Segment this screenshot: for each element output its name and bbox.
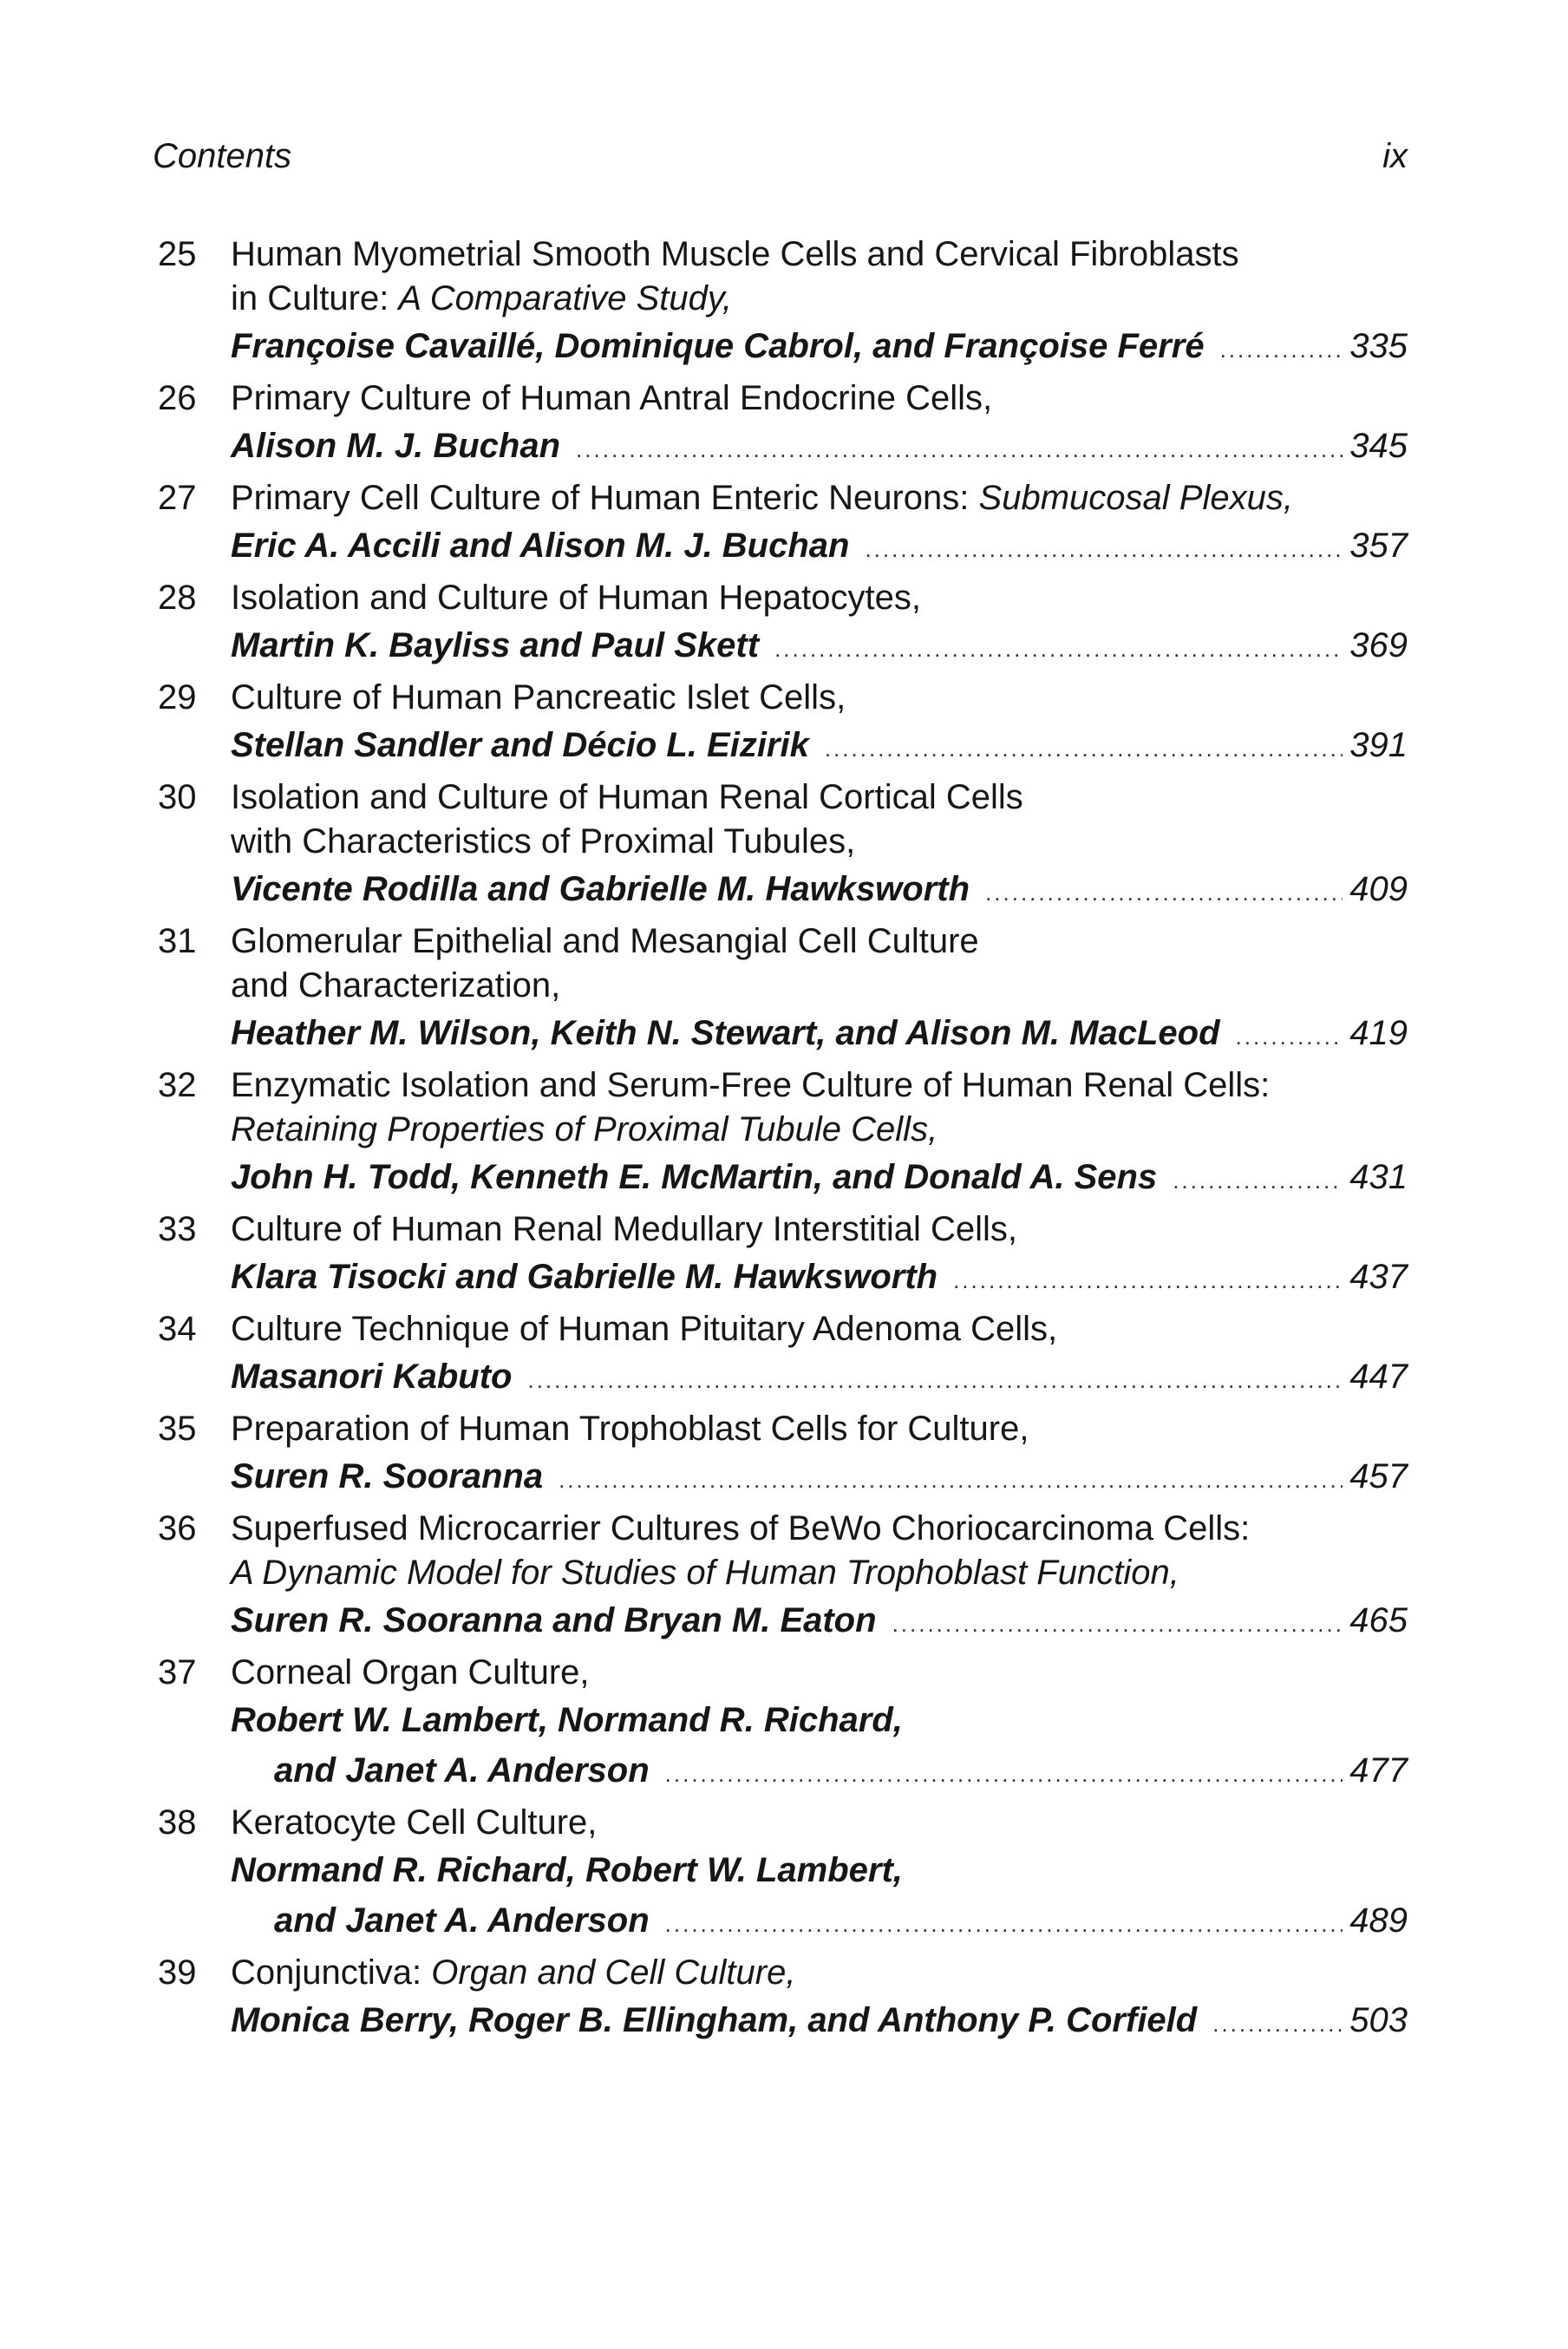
dot-leader xyxy=(576,424,1343,474)
author-line xyxy=(231,1995,1408,2045)
chapter-authors: Monica Berry, Roger B. Ellingham, and Anthony P. Corfield xyxy=(231,2001,1198,2039)
chapter-authors: Françoise Cavaillé, Dominique Cabrol, and Françoise Ferré xyxy=(231,327,1205,365)
chapter-title-text: Glomerular Epithelial and Mesangial Cell Culture xyxy=(231,922,979,960)
page-number: 489 xyxy=(1349,1901,1408,1940)
chapter-authors: Stellan Sandler and Décio L. Eizirik xyxy=(231,726,809,764)
page-number: 335 xyxy=(1349,327,1408,365)
dot-leader xyxy=(665,1749,1343,1799)
chapter-number: 26 xyxy=(158,379,197,417)
author-line xyxy=(231,1351,1408,1402)
chapter-authors: Suren R. Sooranna and Bryan M. Eaton xyxy=(231,1601,877,1639)
toc-entry xyxy=(153,232,1408,371)
chapter-number: 33 xyxy=(158,1210,197,1248)
page-number: 465 xyxy=(1349,1601,1408,1639)
chapter-authors: Eric A. Accili and Alison M. J. Buchan xyxy=(231,527,850,565)
dot-leader xyxy=(825,723,1343,774)
page-number: 431 xyxy=(1349,1158,1408,1196)
chapter-title-line xyxy=(231,919,1408,964)
chapter-title-line xyxy=(231,576,1408,620)
page-number: 369 xyxy=(1349,626,1408,664)
author-line xyxy=(231,520,1408,571)
toc-entry xyxy=(153,1801,1408,1946)
chapter-number: 30 xyxy=(158,778,197,816)
toc-entry-body xyxy=(231,919,1408,1058)
chapter-title-text: Human Myometrial Smooth Muscle Cells and Cervical Fibroblasts xyxy=(231,235,1239,273)
chapter-title-line xyxy=(231,1801,1408,1845)
chapter-title-text: Corneal Organ Culture, xyxy=(231,1653,590,1691)
dot-leader xyxy=(1220,324,1343,375)
chapter-title-text: with Characteristics of Proximal Tubules, xyxy=(231,822,856,860)
table-of-contents xyxy=(153,232,1408,2051)
dot-leader xyxy=(892,1599,1343,1649)
author-line xyxy=(231,1745,1408,1796)
chapter-number: 39 xyxy=(158,1953,197,1992)
chapter-title-line xyxy=(231,1407,1408,1451)
chapter-title-line xyxy=(231,1108,1408,1152)
toc-entry xyxy=(153,1207,1408,1302)
dot-leader xyxy=(953,1255,1343,1305)
toc-entry-body xyxy=(231,775,1408,914)
page-number: 409 xyxy=(1349,870,1408,908)
dot-leader xyxy=(1212,1999,1343,2049)
toc-entry-body xyxy=(231,1951,1408,2045)
chapter-title-line xyxy=(231,1951,1408,1995)
page-number: 457 xyxy=(1349,1457,1408,1495)
chapter-title-line xyxy=(231,232,1408,277)
chapter-number: 36 xyxy=(158,1509,197,1547)
chapter-number: 32 xyxy=(158,1066,197,1104)
chapter-authors: John H. Todd, Kenneth E. McMartin, and Donald A. Sens xyxy=(231,1158,1158,1196)
page-number: 357 xyxy=(1349,527,1408,565)
chapter-authors: and Janet A. Anderson xyxy=(274,1901,650,1940)
toc-entry-body xyxy=(231,376,1408,471)
chapter-subtitle-text: Retaining Properties of Proximal Tubule Cells, xyxy=(231,1110,938,1148)
chapter-number: 29 xyxy=(158,678,197,716)
chapter-number: 25 xyxy=(158,235,197,273)
chapter-title-line xyxy=(231,775,1408,820)
toc-entry-body xyxy=(231,1507,1408,1646)
chapter-title-line xyxy=(231,1307,1408,1351)
dot-leader xyxy=(865,524,1343,574)
author-line xyxy=(231,1008,1408,1058)
toc-entry xyxy=(153,775,1408,914)
chapter-subtitle-text: A Comparative Study, xyxy=(398,279,733,317)
toc-entry-body xyxy=(231,1651,1408,1796)
chapter-title-text: Keratocyte Cell Culture, xyxy=(231,1803,598,1842)
toc-entry xyxy=(153,476,1408,571)
dot-leader xyxy=(665,1899,1343,1949)
dot-leader xyxy=(1173,1155,1343,1206)
page-number: 477 xyxy=(1349,1751,1408,1790)
chapter-title-text: Isolation and Culture of Human Renal Cortical Cells xyxy=(231,778,1023,816)
running-head xyxy=(153,130,1408,182)
author-line xyxy=(231,620,1408,671)
toc-entry xyxy=(153,1307,1408,1402)
page-number: 345 xyxy=(1349,427,1408,465)
chapter-authors: Masanori Kabuto xyxy=(231,1358,513,1396)
chapter-number: 38 xyxy=(158,1803,197,1842)
chapter-title-line xyxy=(231,476,1408,520)
chapter-authors: Heather M. Wilson, Keith N. Stewart, and Alison M. MacLeod xyxy=(231,1014,1220,1052)
page-number: 419 xyxy=(1349,1014,1408,1052)
dot-leader xyxy=(985,867,1343,918)
toc-entry-body xyxy=(231,676,1408,770)
author-line xyxy=(231,1595,1408,1646)
toc-entry-body xyxy=(231,1063,1408,1202)
chapter-authors: Normand R. Richard, Robert W. Lambert, xyxy=(231,1851,903,1889)
chapter-title-line xyxy=(231,376,1408,421)
dot-leader xyxy=(774,624,1343,674)
chapter-title-text: Superfused Microcarrier Cultures of BeWo Choriocarcinoma Cells: xyxy=(231,1509,1251,1547)
toc-entry xyxy=(153,1063,1408,1202)
chapter-subtitle-text: Submucosal Plexus, xyxy=(978,479,1293,517)
dot-leader xyxy=(1236,1011,1343,1062)
chapter-number: 34 xyxy=(158,1310,197,1348)
page-folio: ix xyxy=(1382,137,1408,175)
chapter-title-line xyxy=(231,1063,1408,1108)
toc-entry-body xyxy=(231,1801,1408,1946)
chapter-title-line xyxy=(231,676,1408,720)
chapter-title-line xyxy=(231,1207,1408,1252)
page-number: 503 xyxy=(1349,2001,1408,2039)
page-number: 447 xyxy=(1349,1358,1408,1396)
toc-entry xyxy=(153,1407,1408,1502)
chapter-authors: Klara Tisocki and Gabrielle M. Hawksworth xyxy=(231,1258,938,1296)
chapter-authors: and Janet A. Anderson xyxy=(274,1751,650,1790)
page-number: 391 xyxy=(1349,726,1408,764)
chapter-title-line xyxy=(231,1507,1408,1551)
chapter-title-text: Conjunctiva: xyxy=(231,1953,432,1992)
chapter-number: 27 xyxy=(158,479,197,517)
dot-leader xyxy=(559,1455,1343,1505)
author-line xyxy=(231,1252,1408,1302)
author-line xyxy=(231,1152,1408,1202)
author-line xyxy=(231,321,1408,371)
toc-entry-body xyxy=(231,1207,1408,1302)
toc-entry-body xyxy=(231,476,1408,571)
author-line xyxy=(231,1451,1408,1502)
chapter-title-line xyxy=(231,1651,1408,1695)
chapter-title-line xyxy=(231,820,1408,864)
dot-leader xyxy=(527,1355,1343,1405)
chapter-title-text: Isolation and Culture of Human Hepatocytes, xyxy=(231,579,921,617)
toc-entry xyxy=(153,1507,1408,1646)
toc-entry xyxy=(153,1651,1408,1796)
chapter-title-line xyxy=(231,964,1408,1008)
toc-entry-body xyxy=(231,1307,1408,1402)
toc-entry xyxy=(153,1951,1408,2045)
chapter-title-text: Enzymatic Isolation and Serum-Free Culture of Human Renal Cells: xyxy=(231,1066,1271,1104)
chapter-number: 35 xyxy=(158,1410,197,1448)
chapter-number: 31 xyxy=(158,922,197,960)
author-line xyxy=(231,864,1408,914)
chapter-title-text: Primary Culture of Human Antral Endocrine Cells, xyxy=(231,379,993,417)
chapter-title-line xyxy=(231,277,1408,321)
running-head-title: Contents xyxy=(153,137,292,175)
chapter-title-text: Preparation of Human Trophoblast Cells for Culture, xyxy=(231,1410,1029,1448)
chapter-authors: Martin K. Bayliss and Paul Skett xyxy=(231,626,760,664)
author-line xyxy=(231,421,1408,471)
chapter-title-text: Primary Cell Culture of Human Enteric Neurons: xyxy=(231,479,979,517)
author-line xyxy=(231,720,1408,770)
toc-entry xyxy=(153,919,1408,1058)
chapter-authors: Vicente Rodilla and Gabrielle M. Hawksworth xyxy=(231,870,970,908)
toc-entry xyxy=(153,576,1408,671)
toc-entry xyxy=(153,376,1408,471)
chapter-title-text: Culture Technique of Human Pituitary Adenoma Cells, xyxy=(231,1310,1058,1348)
chapter-number: 28 xyxy=(158,579,197,617)
chapter-title-line xyxy=(231,1551,1408,1595)
chapter-number: 37 xyxy=(158,1653,197,1691)
chapter-title-text: Culture of Human Pancreatic Islet Cells, xyxy=(231,678,846,716)
chapter-title-text: and Characterization, xyxy=(231,966,561,1004)
chapter-title-text: in Culture: xyxy=(231,279,399,317)
author-line xyxy=(231,1895,1408,1946)
chapter-subtitle-text: Organ and Cell Culture, xyxy=(431,1953,796,1992)
toc-entry-body xyxy=(231,232,1408,371)
chapter-authors: Robert W. Lambert, Normand R. Richard, xyxy=(231,1701,903,1739)
chapter-title-text: Culture of Human Renal Medullary Interstitial Cells, xyxy=(231,1210,1018,1248)
chapter-subtitle-text: A Dynamic Model for Studies of Human Trophoblast Function, xyxy=(231,1554,1179,1592)
chapter-authors: Suren R. Sooranna xyxy=(231,1457,544,1495)
chapter-authors: Alison M. J. Buchan xyxy=(231,427,561,465)
toc-entry-body xyxy=(231,1407,1408,1502)
toc-entry xyxy=(153,676,1408,770)
page-number: 437 xyxy=(1349,1258,1408,1296)
toc-entry-body xyxy=(231,576,1408,671)
